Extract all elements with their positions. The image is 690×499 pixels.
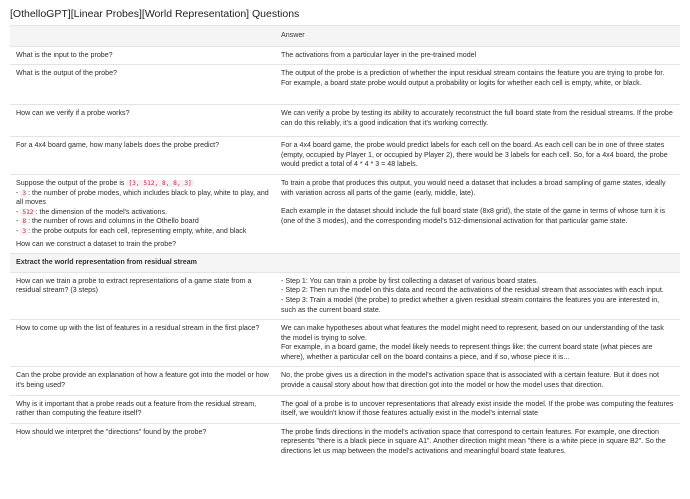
answer-cell: For a 4x4 board game, the probe would predict labels for each cell on the board. As each cell can be in one of three states (empty, occupied by Player 1, or occupied by Player 2), there would be 3 labels for each cell. So, for a 4x4 board, the probe would predict a total of 4 * 4 * 3 = 48 labels. [275, 137, 680, 175]
answer-cell: No, the probe gives us a direction in the model's activation space that is associated with a certain feature. But it does not provide a causal story about how that direction got into the model or how the model uses that direction. [275, 367, 680, 395]
probe-shape-intro: Suppose the output of the probe is [16, 178, 127, 187]
shape-item: - 3 : the number of probe modes, which includes black to play, white to play, and all moves [16, 188, 269, 207]
dataset-question: How can we construct a dataset to train the probe? [16, 239, 177, 248]
section-row [10, 254, 680, 273]
shape-item: - 3 : the probe outputs for each cell, representing empty, white, and black [16, 226, 247, 235]
answer-cell: The output of the probe is a prediction of whether the input residual stream contains the feature you are trying to probe for. For example, a board state probe would output a probability or logits for whether each cell is empty, white, or black. [275, 65, 680, 105]
answer-cell: The probe finds directions in the model's activation space that correspond to certain features. For example, one direction represents "there is a black piece in square A1". Another direction might mean "there is a white piece in square B2". So the directions let us map between the model's activations and meaningful board state features. [275, 423, 680, 460]
question-cell: Can the probe provide an explanation of how a feature got into the model or how it's being used? [10, 367, 275, 395]
shape-item-text: : the number of rows and columns in the Othello board [28, 217, 199, 226]
question-cell: What is the input to the probe? [10, 46, 275, 65]
question-cell: How should we interpret the "directions" found by the probe? [10, 423, 275, 460]
answer-paragraph: For example, in a board game, the model likely needs to represent things like: the current board state (what pieces are where), whether a particular cell on the board contains a piece, and if so, whose piece it is... [281, 343, 653, 361]
table-row [10, 65, 680, 105]
shape-item-text: : the dimension of the model's activations. [35, 207, 168, 216]
answer-step: - Step 3: Train a model (the probe) to predict whether a given residual stream contains the features you are interested in, such as the current board state. [281, 295, 660, 314]
question-cell: What is the output of the probe? [10, 65, 275, 105]
answer-step: - Step 1: You can train a probe by first collecting a dataset of various board states. [281, 276, 539, 285]
answer-paragraph: We can make hypotheses about what features the model might need to represent, based on our understanding of the task the model is trying to solve. [281, 324, 664, 342]
answer-paragraph: To train a probe that produces this output, you would need a dataset that includes a broad sampling of game states, ideally with variation across all parts of the game (early, middle, late). [281, 178, 666, 197]
question-cell: For a 4x4 board game, how many labels does the probe predict? [10, 137, 275, 175]
shape-item: - 8 : the number of rows and columns in the Othello board [16, 217, 199, 226]
shape-item-code: 3 [22, 227, 27, 235]
table-header-row [10, 26, 680, 47]
question-cell: How can we verify if a probe works? [10, 105, 275, 137]
question-column-header [10, 26, 275, 47]
answer-cell [275, 320, 680, 367]
table-row [10, 105, 680, 137]
answer-paragraph: Each example in the dataset should include the full board state (8x8 grid), the state of the game in terms of whose turn it is (one of the 3 modes), and the corresponding model's 512-dimensional activation for that particular game state. [281, 207, 666, 225]
answer-cell: The goal of a probe is to uncover representations that already exist inside the model. If the probe was computing the features itself, we wouldn't know if those features actually exist in the model's internal state [275, 395, 680, 423]
answer-step: - Step 2: Then run the model on this data and record the activations of the residual stream that associates with each input. [281, 286, 664, 295]
probe-shape-code: [3, 512, 8, 8, 3] [128, 179, 192, 187]
table-row [10, 46, 680, 65]
answer-cell [275, 272, 680, 319]
question-cell: How to come up with the list of features in a residual stream in the first place? [10, 320, 275, 367]
answer-cell: The activations from a particular layer in the pre-trained model [275, 46, 680, 65]
section-heading: Extract the world representation from residual stream [10, 254, 275, 273]
question-cell: How can we train a probe to extract representations of a game state from a residual stream? (3 steps) [10, 272, 275, 319]
answer-cell: We can verify a probe by testing its ability to accurately reconstruct the full board state from the residual streams. If the probe can do this reliably, it's a good indication that it's working correctly. [275, 105, 680, 137]
question-cell [10, 174, 275, 253]
shape-item-code: 512 [22, 208, 34, 216]
shape-item: - 512 : the dimension of the model's activations. [16, 207, 168, 216]
shape-item-text: : the number of probe modes, which includes black to play, white to play, and all moves [16, 188, 269, 207]
section-empty-cell [275, 254, 680, 273]
shape-item-code: 8 [22, 218, 27, 226]
answer-cell [275, 174, 680, 253]
table-row [10, 395, 680, 423]
table-row [10, 174, 680, 253]
question-cell: Why is it important that a probe reads out a feature from the residual stream, rather than computing the feature itself? [10, 395, 275, 423]
table-row [10, 272, 680, 319]
answer-column-header: Answer [275, 26, 680, 47]
shape-item-text: : the probe outputs for each cell, representing empty, white, and black [28, 226, 247, 235]
page-title: [OthelloGPT][Linear Probes][World Representation] Questions [10, 8, 300, 20]
shape-item-code: 3 [22, 189, 27, 197]
table-row [10, 137, 680, 175]
table-row [10, 367, 680, 395]
table-row [10, 423, 680, 460]
qa-table [10, 25, 680, 461]
table-row [10, 320, 680, 367]
